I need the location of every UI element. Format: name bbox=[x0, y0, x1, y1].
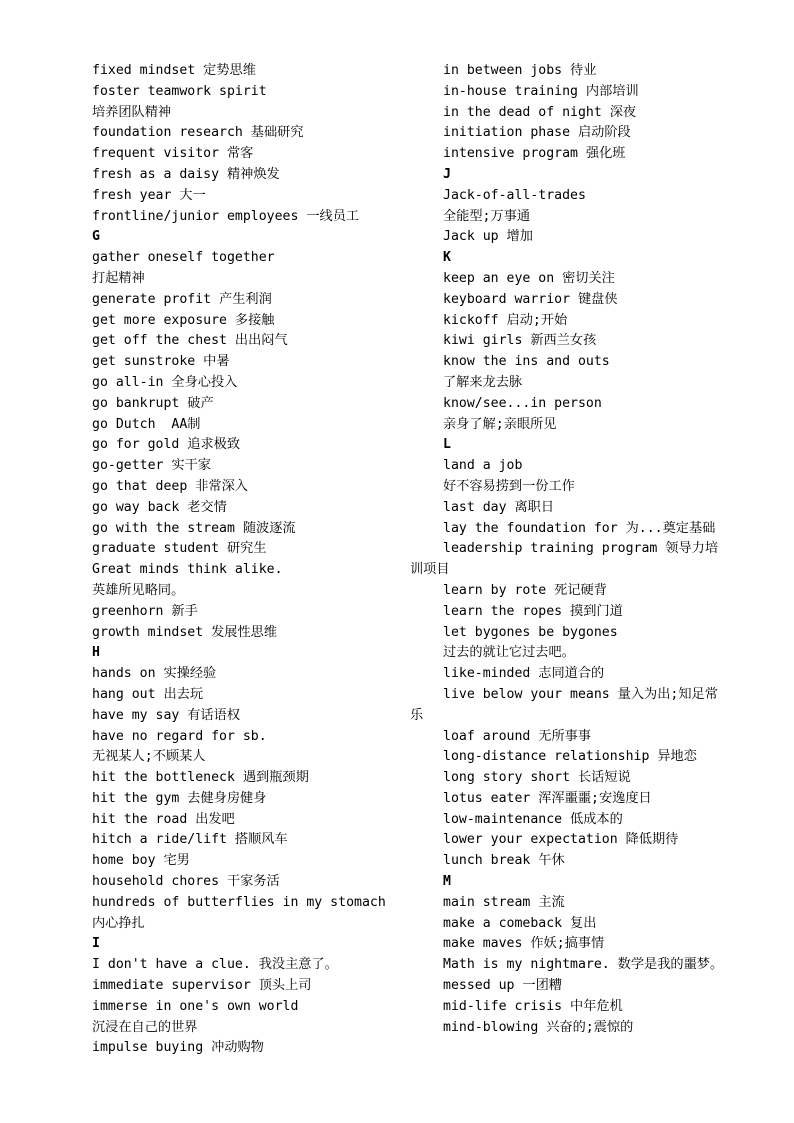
vocab-entry: Great minds think alike. bbox=[92, 562, 283, 578]
vocab-entry: hit the gym 去健身房健身 bbox=[92, 790, 267, 806]
vocab-entry: learn the ropes 摸到门道 bbox=[443, 603, 623, 619]
vocab-entry: kiwi girls 新西兰女孩 bbox=[443, 333, 597, 349]
section-letter: M bbox=[443, 874, 451, 890]
vocab-entry: mid-life crisis 中年危机 bbox=[443, 998, 623, 1014]
vocab-entry: 了解来龙去脉 bbox=[443, 374, 523, 390]
vocab-entry: lower your expectation 降低期待 bbox=[443, 832, 679, 848]
vocab-entry: household chores 干家务活 bbox=[92, 874, 280, 890]
vocab-entry: 全能型;万事通 bbox=[443, 208, 531, 224]
vocab-entry: long-distance relationship 异地恋 bbox=[443, 749, 697, 765]
vocab-entry: 英雄所见略同。 bbox=[92, 582, 185, 598]
vocab-entry: impulse buying 冲动购物 bbox=[92, 1040, 264, 1056]
vocab-entry: 训项目 bbox=[410, 562, 450, 578]
vocab-entry: get more exposure 多接触 bbox=[92, 312, 275, 328]
vocab-entry: go Dutch AA制 bbox=[92, 416, 201, 432]
vocab-entry: last day 离职日 bbox=[443, 499, 555, 515]
vocab-entry: mind-blowing 兴奋的;震惊的 bbox=[443, 1019, 634, 1035]
vocab-entry: live below your means 量入为出;知足常 bbox=[443, 686, 718, 702]
vocab-entry: Jack-of-all-trades bbox=[443, 187, 586, 203]
vocab-entry: 无视某人;不顾某人 bbox=[92, 749, 206, 765]
vocab-entry: immerse in one's own world bbox=[92, 998, 299, 1014]
vocab-entry: loaf around 无所事事 bbox=[443, 728, 592, 744]
vocab-entry: in between jobs 待业 bbox=[443, 63, 597, 78]
right-column bbox=[410, 61, 753, 1038]
section-letter: G bbox=[92, 229, 100, 245]
vocab-entry: make a comeback 复出 bbox=[443, 915, 597, 931]
vocab-entry: have my say 有话语权 bbox=[92, 707, 241, 723]
vocab-entry: main stream 主流 bbox=[443, 894, 565, 910]
left-column bbox=[92, 61, 412, 1059]
vocab-entry: growth mindset 发展性思维 bbox=[92, 624, 278, 640]
vocab-entry: keep an eye on 密切关注 bbox=[443, 270, 615, 286]
vocab-entry: 亲身了解;亲眼所见 bbox=[443, 416, 557, 432]
vocab-entry: 沉浸在自己的世界 bbox=[92, 1019, 198, 1035]
vocab-entry: hit the bottleneck 遇到瓶颈期 bbox=[92, 770, 309, 786]
vocab-entry: lay the foundation for 为...奠定基础 bbox=[443, 520, 716, 536]
vocab-entry: immediate supervisor 顶头上司 bbox=[92, 978, 312, 994]
vocab-entry: lunch break 午休 bbox=[443, 853, 565, 869]
vocab-entry: get off the chest 出出闷气 bbox=[92, 333, 288, 349]
vocab-entry: land a job bbox=[443, 458, 523, 474]
vocab-entry: go way back 老交情 bbox=[92, 499, 227, 515]
vocab-entry: know the ins and outs bbox=[443, 354, 610, 370]
vocab-entry: know/see...in person bbox=[443, 395, 602, 411]
vocab-entry: foundation research 基础研究 bbox=[92, 125, 304, 141]
vocab-entry: fixed mindset 定势思维 bbox=[92, 63, 256, 78]
vocab-entry: leadership training program 领导力培 bbox=[443, 541, 719, 557]
section-letter: I bbox=[92, 936, 100, 952]
vocab-entry: Math is my nightmare. 数学是我的噩梦。 bbox=[443, 957, 724, 973]
vocab-entry: go-getter 实干家 bbox=[92, 458, 211, 474]
vocab-entry: 好不容易捞到一份工作 bbox=[443, 478, 575, 494]
vocab-entry: hands on 实操经验 bbox=[92, 666, 217, 682]
vocab-entry: fresh year 大一 bbox=[92, 187, 206, 203]
vocab-entry: kickoff 启动;开始 bbox=[443, 312, 568, 328]
vocab-entry: go bankrupt 破产 bbox=[92, 395, 214, 411]
vocab-entry: learn by rote 死记硬背 bbox=[443, 582, 607, 598]
vocab-entry: 培养团队精神 bbox=[92, 104, 172, 120]
vocab-entry: go with the stream 随波逐流 bbox=[92, 520, 296, 536]
vocab-entry: keyboard warrior 键盘侠 bbox=[443, 291, 618, 307]
vocab-entry: in-house training 内部培训 bbox=[443, 83, 639, 99]
vocab-entry: hit the road 出发吧 bbox=[92, 811, 235, 827]
vocab-entry: low-maintenance 低成本的 bbox=[443, 811, 623, 827]
vocab-entry: 乐 bbox=[410, 707, 424, 723]
vocab-entry: let bygones be bygones bbox=[443, 624, 618, 640]
vocab-entry: intensive program 强化班 bbox=[443, 146, 626, 162]
vocab-entry: generate profit 产生利润 bbox=[92, 291, 272, 307]
section-letter: J bbox=[443, 166, 451, 182]
vocab-entry: 打起精神 bbox=[92, 270, 145, 286]
vocab-entry: get sunstroke 中暑 bbox=[92, 354, 230, 370]
vocab-entry: initiation phase 启动阶段 bbox=[443, 125, 631, 141]
vocab-entry: I don't have a clue. 我没主意了。 bbox=[92, 957, 338, 973]
vocab-entry: foster teamwork spirit bbox=[92, 83, 267, 99]
vocab-entry: go for gold 追求极致 bbox=[92, 437, 241, 453]
vocab-entry: 内心挣扎 bbox=[92, 915, 145, 931]
section-letter: H bbox=[92, 645, 100, 661]
vocab-entry: have no regard for sb. bbox=[92, 728, 267, 744]
vocab-entry: frontline/junior employees 一线员工 bbox=[92, 208, 360, 224]
vocab-entry: fresh as a daisy 精神焕发 bbox=[92, 166, 280, 182]
vocab-entry: gather oneself together bbox=[92, 250, 275, 266]
vocab-entry: Jack up 增加 bbox=[443, 229, 533, 245]
section-letter: L bbox=[443, 437, 451, 453]
vocab-entry: 过去的就让它过去吧。 bbox=[443, 645, 575, 661]
vocab-entry: greenhorn 新手 bbox=[92, 603, 198, 619]
vocab-entry: frequent visitor 常客 bbox=[92, 146, 254, 162]
vocab-entry: long story short 长话短说 bbox=[443, 770, 631, 786]
vocab-entry: hang out 出去玩 bbox=[92, 686, 204, 702]
section-letter: K bbox=[443, 250, 451, 266]
vocab-entry: home boy 宅男 bbox=[92, 853, 190, 869]
vocab-entry: messed up 一团糟 bbox=[443, 978, 562, 994]
vocab-entry: go that deep 非常深入 bbox=[92, 478, 248, 494]
vocab-entry: make maves 作妖;搞事情 bbox=[443, 936, 605, 952]
vocab-entry: like-minded 志同道合的 bbox=[443, 666, 605, 682]
vocab-entry: in the dead of night 深夜 bbox=[443, 104, 637, 120]
vocab-entry: go all-in 全身心投入 bbox=[92, 374, 238, 390]
vocab-entry: graduate student 研究生 bbox=[92, 541, 267, 557]
vocab-entry: hundreds of butterflies in my stomach bbox=[92, 894, 386, 910]
vocab-entry: hitch a ride/lift 搭顺风车 bbox=[92, 832, 288, 848]
vocab-entry: lotus eater 浑浑噩噩;安逸度日 bbox=[443, 790, 652, 806]
